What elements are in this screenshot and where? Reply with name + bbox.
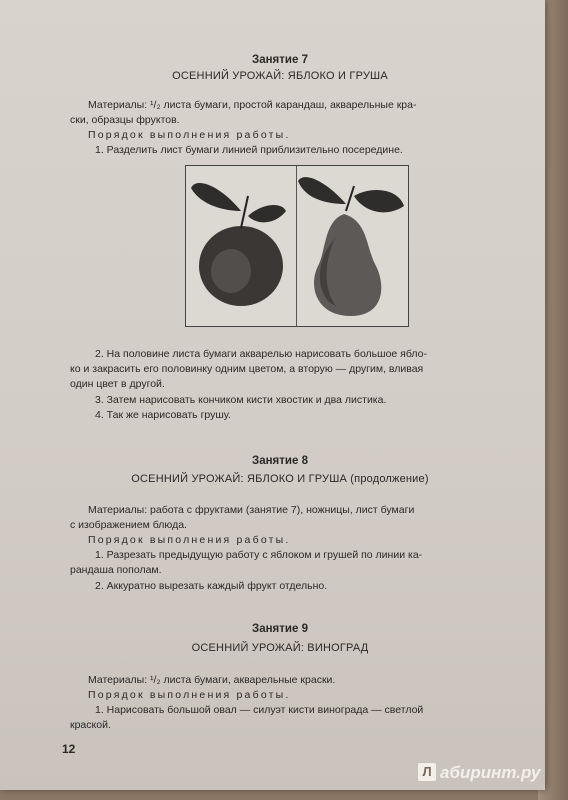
lesson7-step4: 4. Так же нарисовать грушу. [95,409,231,421]
lesson9-order-heading: Порядок выполнения работы. [88,689,291,701]
lesson8-order-heading: Порядок выполнения работы. [88,534,291,546]
page-number: 12 [62,742,76,756]
watermark-text: абиринт.ру [440,763,541,782]
lesson9-materials: Материалы: ¹/₂ листа бумаги, акварельные краски. [88,674,336,686]
labirint-logo-icon: Л [418,763,436,781]
lesson9-step1-line2: краской. [70,719,111,731]
lesson7-step3: 3. Затем нарисовать кончиком кисти хвостик и два листика. [95,394,387,406]
lesson9-title: Занятие 9 [252,623,308,635]
lesson7-step2-line3: один цвет в другой. [70,378,165,390]
lesson8-step1-line2: рандаша пополам. [70,564,162,576]
lesson8-materials-line2: с изображением блюда. [70,519,187,531]
pear-icon [298,177,404,316]
lesson8-subtitle: ОСЕННИЙ УРОЖАЙ: ЯБЛОКО И ГРУША (продолжение) [131,473,429,485]
lesson7-order-heading: Порядок выполнения работы. [88,129,291,141]
lesson8-step2: 2. Аккуратно вырезать каждый фрукт отдельно. [95,580,328,592]
apple-icon [191,183,286,306]
lesson7-step2-line1: 2. На половине листа бумаги акварелью нарисовать большое ябло- [95,348,427,360]
apple-pear-illustration [185,165,409,327]
lesson7-title: Занятие 7 [252,54,308,66]
lesson8-title: Занятие 8 [252,455,308,467]
lesson9-step1-line1: 1. Нарисовать большой овал — силуэт кисти винограда — светлой [95,704,424,716]
fruit-drawing [186,166,408,326]
lesson7-materials-line1: Материалы: ¹/₂ листа бумаги, простой карандаш, акварельные кра- [88,99,417,111]
lesson7-step1: 1. Разделить лист бумаги линией приблизительно посередине. [95,144,403,156]
lesson7-step2-line2: ко и закрасить его половинку одним цветом, а вторую — другим, вливая [70,363,424,375]
lesson7-subtitle: ОСЕННИЙ УРОЖАЙ: ЯБЛОКО И ГРУША [172,70,388,82]
lesson7-materials-line2: ски, образцы фруктов. [70,114,180,126]
lesson8-materials-line1: Материалы: работа с фруктами (занятие 7), ножницы, лист бумаги [88,504,415,516]
lesson9-subtitle: ОСЕННИЙ УРОЖАЙ: ВИНОГРАД [191,642,369,654]
lesson8-step1-line1: 1. Разрезать предыдущую работу с яблоком и грушей по линии ка- [95,549,423,561]
